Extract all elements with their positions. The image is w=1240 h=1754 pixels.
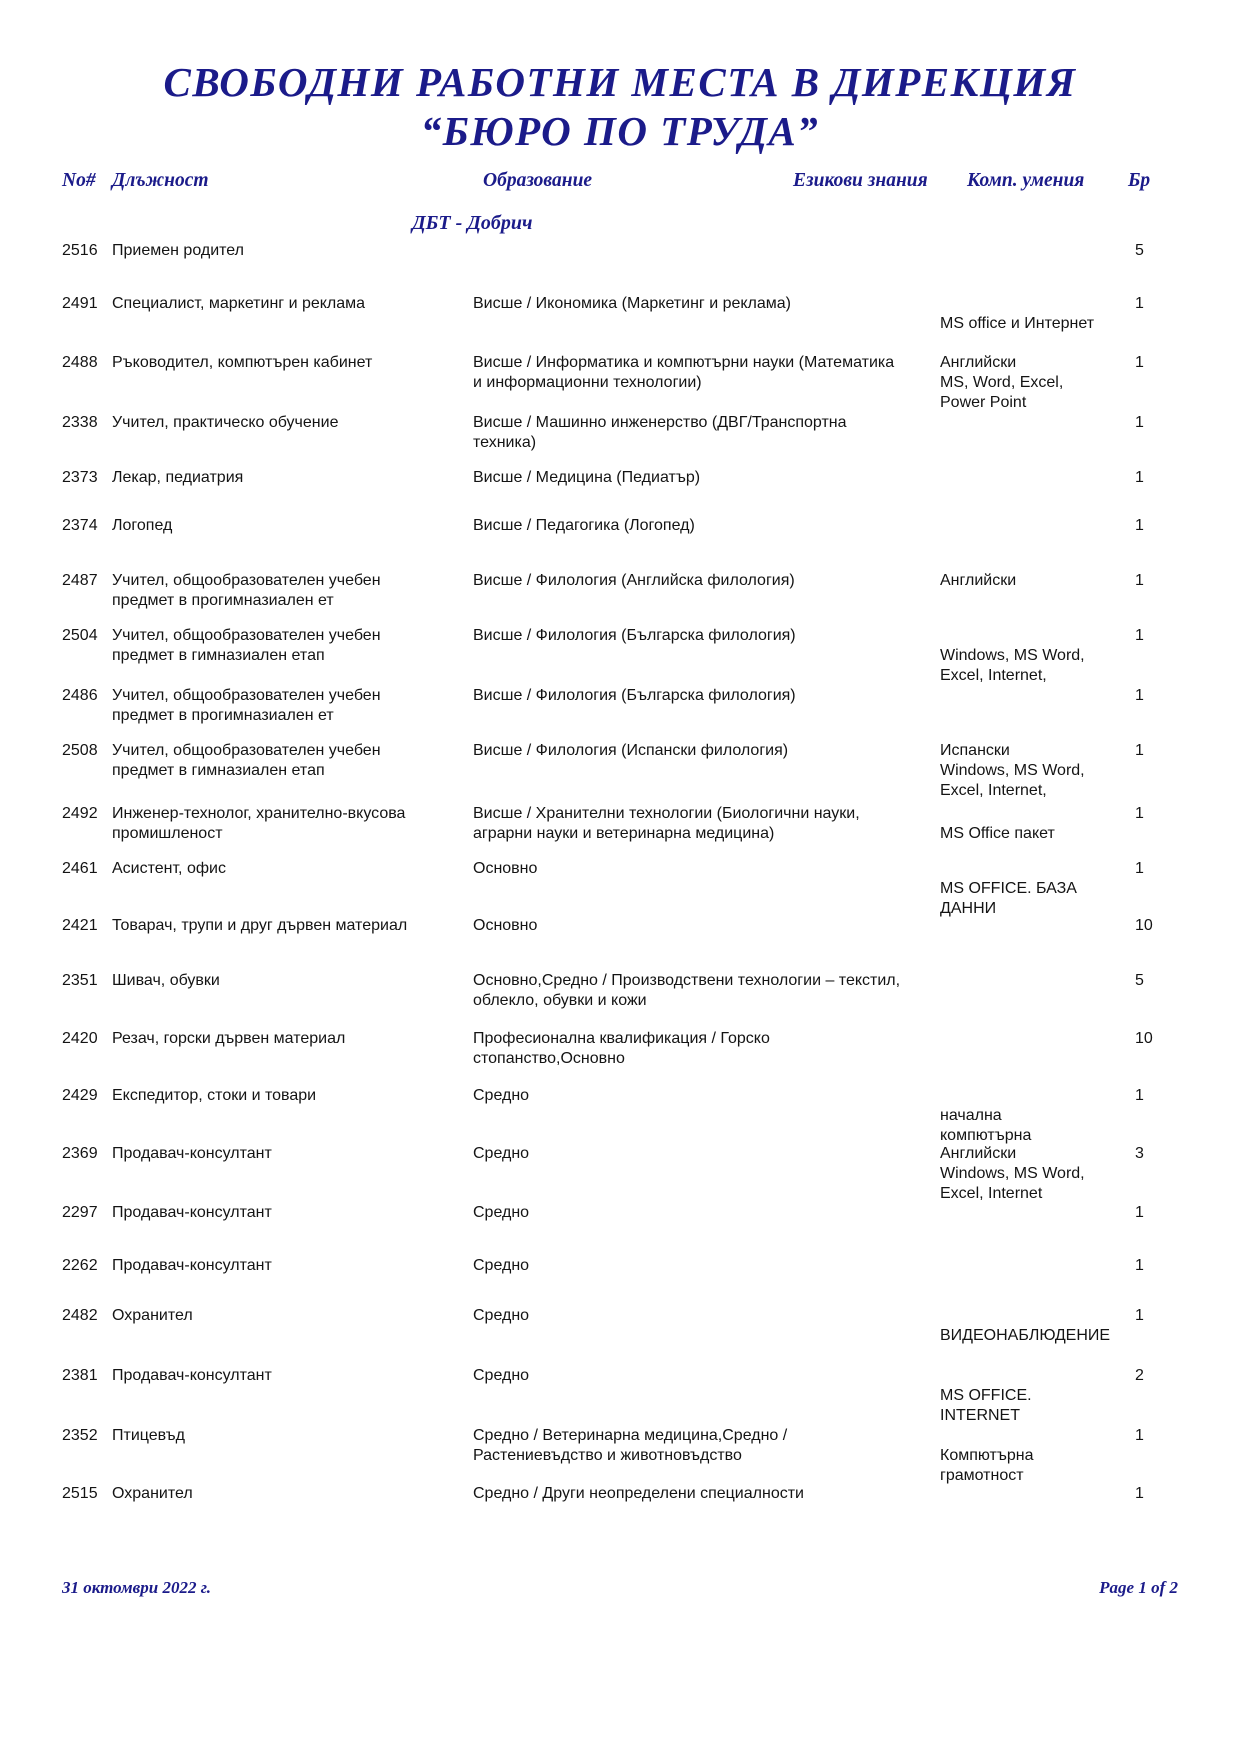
cell-count: 1 <box>1135 1485 1144 1502</box>
column-header-education: Образование <box>483 170 593 191</box>
page-title <box>0 58 1240 156</box>
cell-position: Птицевъд <box>112 1427 185 1444</box>
column-header-no: No# <box>62 170 96 191</box>
cell-count: 1 <box>1135 1087 1144 1104</box>
cell-position: Продавач-консултант <box>112 1204 272 1221</box>
cell-count: 10 <box>1135 917 1153 934</box>
cell-skills: Компютърна грамотност <box>940 1447 1034 1484</box>
cell-education: Висше / Филология (Испански филология) <box>473 742 789 759</box>
cell-no: 2373 <box>62 469 98 486</box>
cell-no: 2492 <box>62 805 98 822</box>
cell-count: 1 <box>1135 517 1144 534</box>
cell-position: Инженер-технолог, хранително-вкусова промишленост <box>112 805 406 842</box>
column-header-computer-skills: Комп. умения <box>967 170 1085 191</box>
cell-position: Асистент, офис <box>112 860 226 877</box>
cell-position: Охранител <box>112 1485 193 1502</box>
cell-position: Експедитор, стоки и товари <box>112 1087 317 1104</box>
cell-education: Висше / Икономика (Маркетинг и реклама) <box>473 295 792 312</box>
cell-count: 3 <box>1135 1145 1144 1162</box>
footer-page-number: Page 1 of 2 <box>1099 1578 1178 1597</box>
cell-position: Товарач, трупи и друг дървен материал <box>112 917 408 934</box>
cell-no: 2504 <box>62 627 98 644</box>
page-title-line2: “БЮРО ПО ТРУДА” <box>420 108 820 154</box>
cell-no: 2508 <box>62 742 98 759</box>
cell-count: 1 <box>1135 572 1144 589</box>
cell-count: 10 <box>1135 1030 1153 1047</box>
cell-skills: Windows, MS Word, Excel, Internet, <box>940 647 1085 684</box>
cell-count: 1 <box>1135 414 1144 431</box>
cell-count: 1 <box>1135 354 1144 371</box>
cell-no: 2487 <box>62 572 98 589</box>
cell-education: Висше / Филология (Английска филология) <box>473 572 795 589</box>
cell-position: Резач, горски дървен материал <box>112 1030 346 1047</box>
cell-education: Висше / Хранителни технологии (Биологични науки, аграрни науки и ветеринарна медицина) <box>473 805 860 842</box>
column-header-languages: Езикови знания <box>793 170 928 191</box>
cell-education: Висше / Медицина (Педиатър) <box>473 469 701 486</box>
cell-position: Ръководител, компютърен кабинет <box>112 354 373 371</box>
cell-no: 2374 <box>62 517 98 534</box>
cell-education: Основно <box>473 860 538 877</box>
section-header: ДБТ - Добрич <box>412 212 533 234</box>
cell-education: Средно / Ветеринарна медицина,Средно / Растениевъдство и животновъдство <box>473 1427 788 1464</box>
cell-no: 2488 <box>62 354 98 371</box>
cell-education: Висше / Машинно инженерство (ДВГ/Транспортна техника) <box>473 414 847 451</box>
cell-position: Учител, общообразователен учебен предмет в гимназиален етап <box>112 627 381 664</box>
cell-skills: MS Office пакет <box>940 825 1055 842</box>
cell-skills: Испански Windows, MS Word, Excel, Internet, <box>940 742 1085 799</box>
cell-skills: MS office и Интернет <box>940 315 1095 332</box>
cell-education: Основно <box>473 917 538 934</box>
cell-position: Продавач-консултант <box>112 1145 272 1162</box>
cell-position: Учител, практическо обучение <box>112 414 339 431</box>
cell-education: Средно / Други неопределени специалности <box>473 1485 804 1502</box>
cell-count: 1 <box>1135 1427 1144 1444</box>
cell-no: 2381 <box>62 1367 98 1384</box>
cell-skills: Английски Windows, MS Word, Excel, Internet <box>940 1145 1085 1202</box>
cell-education: Средно <box>473 1307 530 1324</box>
cell-education: Средно <box>473 1367 530 1384</box>
cell-education: Средно <box>473 1204 530 1221</box>
cell-no: 2429 <box>62 1087 98 1104</box>
cell-education: Средно <box>473 1257 530 1274</box>
cell-education: Висше / Информатика и компютърни науки (Математика и информационни технологии) <box>473 354 895 391</box>
column-header-count: Бр <box>1128 170 1151 191</box>
cell-count: 1 <box>1135 627 1144 644</box>
cell-count: 5 <box>1135 242 1144 259</box>
cell-skills: MS OFFICE. INTERNET <box>940 1387 1032 1424</box>
cell-skills: ВИДЕОНАБЛЮДЕНИЕ <box>940 1327 1111 1344</box>
cell-count: 1 <box>1135 687 1144 704</box>
cell-no: 2420 <box>62 1030 98 1047</box>
footer-date: 31 октомври 2022 г. <box>62 1578 211 1597</box>
cell-count: 5 <box>1135 972 1144 989</box>
cell-no: 2338 <box>62 414 98 431</box>
cell-skills: начална компютърна <box>940 1107 1032 1144</box>
cell-count: 1 <box>1135 805 1144 822</box>
cell-education: Средно <box>473 1087 530 1104</box>
cell-education: Професионална квалификация / Горско стопанство,Основно <box>473 1030 770 1067</box>
cell-no: 2486 <box>62 687 98 704</box>
column-header-position: Длъжност <box>112 170 209 191</box>
cell-position: Охранител <box>112 1307 193 1324</box>
cell-position: Лекар, педиатрия <box>112 469 244 486</box>
cell-position: Приемен родител <box>112 242 244 259</box>
cell-no: 2262 <box>62 1257 98 1274</box>
cell-no: 2352 <box>62 1427 98 1444</box>
cell-count: 1 <box>1135 860 1144 877</box>
cell-no: 2516 <box>62 242 98 259</box>
cell-no: 2421 <box>62 917 98 934</box>
cell-no: 2351 <box>62 972 98 989</box>
cell-count: 1 <box>1135 1204 1144 1221</box>
cell-education: Висше / Филология (Българска филология) <box>473 687 796 704</box>
cell-education: Средно <box>473 1145 530 1162</box>
cell-no: 2491 <box>62 295 98 312</box>
cell-no: 2482 <box>62 1307 98 1324</box>
cell-position: Специалист, маркетинг и реклама <box>112 295 366 312</box>
cell-position: Продавач-консултант <box>112 1367 272 1384</box>
cell-count: 1 <box>1135 469 1144 486</box>
cell-skills: MS OFFICE. БАЗА ДАННИ <box>940 880 1077 917</box>
cell-position: Логопед <box>112 517 173 534</box>
cell-no: 2369 <box>62 1145 98 1162</box>
cell-position: Учител, общообразователен учебен предмет в гимназиален етап <box>112 742 381 779</box>
cell-count: 1 <box>1135 742 1144 759</box>
cell-count: 1 <box>1135 295 1144 312</box>
cell-skills: Английски <box>940 572 1017 589</box>
cell-position: Продавач-консултант <box>112 1257 272 1274</box>
cell-position: Учител, общообразователен учебен предмет в прогимназиален ет <box>112 572 381 609</box>
cell-count: 1 <box>1135 1257 1144 1274</box>
cell-count: 1 <box>1135 1307 1144 1324</box>
cell-no: 2515 <box>62 1485 98 1502</box>
page-title-line1: СВОБОДНИ РАБОТНИ МЕСТА В ДИРЕКЦИЯ <box>163 59 1077 105</box>
cell-skills: Английски MS, Word, Excel, Power Point <box>940 354 1064 411</box>
cell-count: 2 <box>1135 1367 1144 1384</box>
cell-education: Висше / Педагогика (Логопед) <box>473 517 695 534</box>
cell-education: Основно,Средно / Производствени технологии – текстил, облекло, обувки и кожи <box>473 972 901 1009</box>
cell-no: 2297 <box>62 1204 98 1221</box>
cell-position: Шивач, обувки <box>112 972 220 989</box>
cell-education: Висше / Филология (Българска филология) <box>473 627 796 644</box>
cell-position: Учител, общообразователен учебен предмет в прогимназиален ет <box>112 687 381 724</box>
cell-no: 2461 <box>62 860 98 877</box>
